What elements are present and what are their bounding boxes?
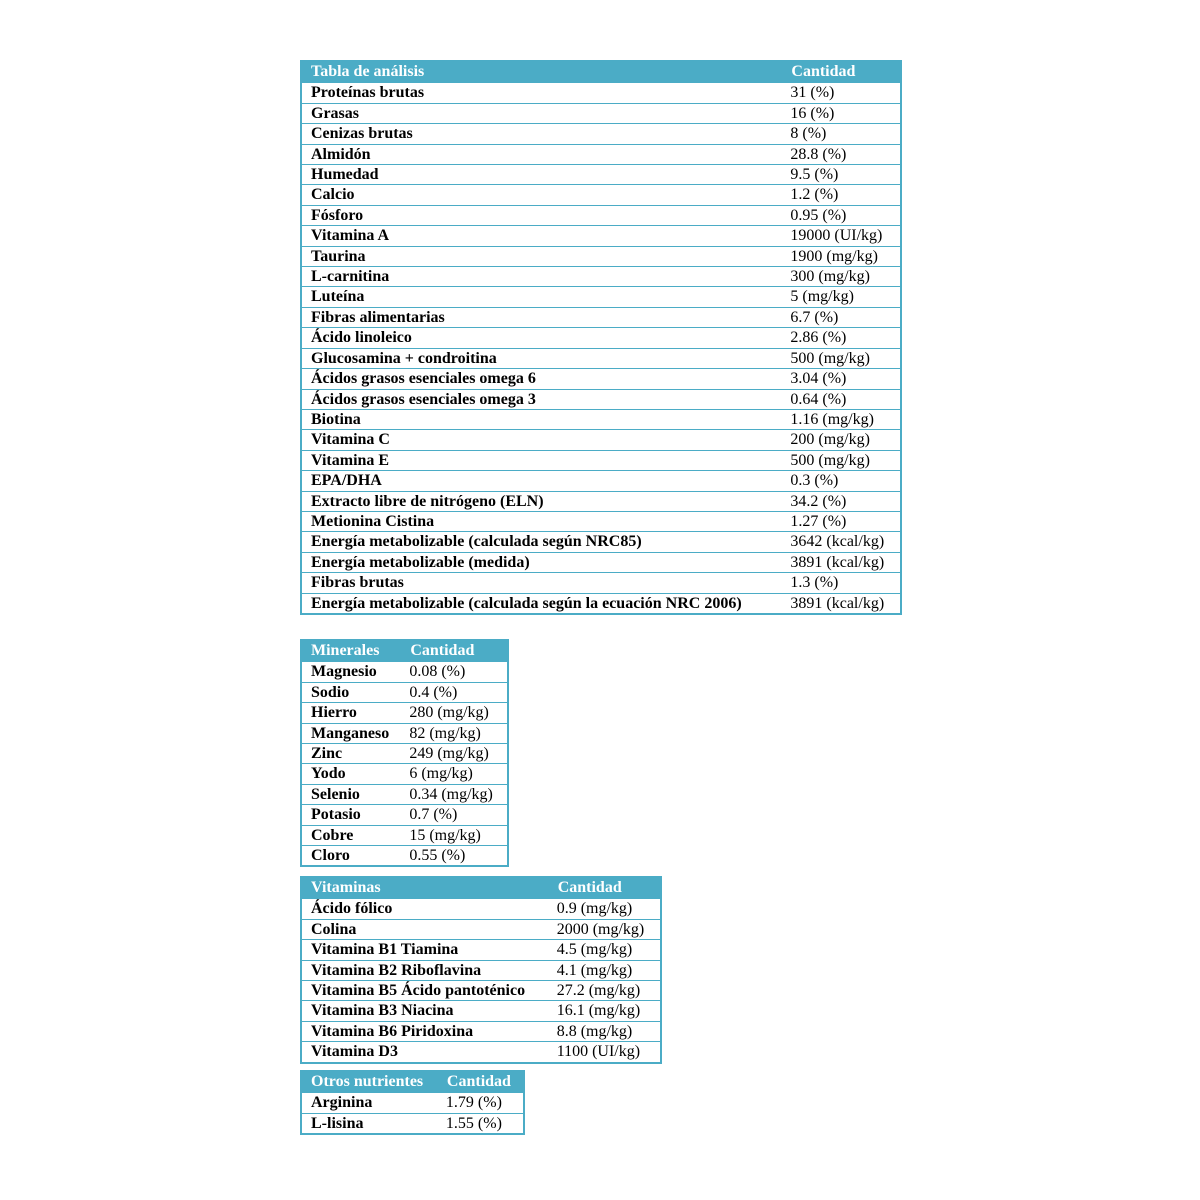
nutrient-name: Taurina bbox=[301, 246, 781, 266]
nutrient-name: Energía metabolizable (calculada según NRC85) bbox=[301, 532, 781, 552]
nutrient-name: Energía metabolizable (medida) bbox=[301, 552, 781, 572]
nutrient-name: Hierro bbox=[301, 703, 400, 723]
nutrient-name: L-carnitina bbox=[301, 267, 781, 287]
header-nutrient: Minerales bbox=[301, 640, 400, 661]
nutrient-quantity: 1.16 (mg/kg) bbox=[781, 409, 901, 429]
nutrient-quantity: 0.55 (%) bbox=[400, 846, 508, 867]
table-row bbox=[301, 246, 901, 266]
nutrient-quantity: 4.1 (mg/kg) bbox=[548, 960, 661, 980]
header-nutrient: Otros nutrientes bbox=[301, 1071, 437, 1092]
table-row bbox=[301, 764, 508, 784]
nutrient-quantity: 1.2 (%) bbox=[781, 185, 901, 205]
other-nutrients-table bbox=[300, 1070, 525, 1135]
nutrient-name: Ácido linoleico bbox=[301, 328, 781, 348]
nutrient-name: Calcio bbox=[301, 185, 781, 205]
nutrient-quantity: 3.04 (%) bbox=[781, 369, 901, 389]
nutrient-name: Vitamina B2 Riboflavina bbox=[301, 960, 548, 980]
nutrient-quantity: 3642 (kcal/kg) bbox=[781, 532, 901, 552]
table-row bbox=[301, 981, 661, 1001]
table-row bbox=[301, 573, 901, 593]
table-row bbox=[301, 103, 901, 123]
nutrient-name: Vitamina B6 Piridoxina bbox=[301, 1021, 548, 1041]
nutrient-name: Fósforo bbox=[301, 205, 781, 225]
nutrient-name: L-lisina bbox=[301, 1113, 437, 1134]
nutrient-quantity: 200 (mg/kg) bbox=[781, 430, 901, 450]
nutrient-name: Proteínas brutas bbox=[301, 82, 781, 103]
nutrient-name: Ácido fólico bbox=[301, 898, 548, 919]
table-row bbox=[301, 593, 901, 614]
nutrient-name: Arginina bbox=[301, 1092, 437, 1113]
nutrient-name: Cobre bbox=[301, 825, 400, 845]
nutrient-name: Biotina bbox=[301, 409, 781, 429]
nutrient-quantity: 19000 (UI/kg) bbox=[781, 226, 901, 246]
nutrient-name: Energía metabolizable (calculada según la ecuación NRC 2006) bbox=[301, 593, 781, 614]
nutrient-name: Glucosamina + condroitina bbox=[301, 348, 781, 368]
nutrient-quantity: 8 (%) bbox=[781, 124, 901, 144]
table-row bbox=[301, 511, 901, 531]
table-row bbox=[301, 409, 901, 429]
table-row bbox=[301, 1092, 524, 1113]
nutrient-name: Ácidos grasos esenciales omega 6 bbox=[301, 369, 781, 389]
nutrient-quantity: 300 (mg/kg) bbox=[781, 267, 901, 287]
nutrient-quantity: 16 (%) bbox=[781, 103, 901, 123]
header-quantity: Cantidad bbox=[781, 61, 901, 82]
nutrient-quantity: 8.8 (mg/kg) bbox=[548, 1021, 661, 1041]
table-row bbox=[301, 940, 661, 960]
vitamins-table bbox=[300, 876, 662, 1064]
analysis-table bbox=[300, 60, 902, 615]
nutrient-name: Metionina Cistina bbox=[301, 511, 781, 531]
nutrient-quantity: 500 (mg/kg) bbox=[781, 348, 901, 368]
table-row bbox=[301, 144, 901, 164]
table-row bbox=[301, 682, 508, 702]
nutrient-name: Potasio bbox=[301, 805, 400, 825]
nutrient-quantity: 16.1 (mg/kg) bbox=[548, 1001, 661, 1021]
table-row bbox=[301, 124, 901, 144]
nutrient-quantity: 27.2 (mg/kg) bbox=[548, 981, 661, 1001]
table-row bbox=[301, 267, 901, 287]
nutrient-quantity: 0.9 (mg/kg) bbox=[548, 898, 661, 919]
nutrient-name: Vitamina D3 bbox=[301, 1042, 548, 1063]
nutrient-quantity: 1.3 (%) bbox=[781, 573, 901, 593]
nutrient-quantity: 0.4 (%) bbox=[400, 682, 508, 702]
nutrient-name: Vitamina B1 Tiamina bbox=[301, 940, 548, 960]
minerals-table bbox=[300, 639, 509, 867]
nutrient-quantity: 5 (mg/kg) bbox=[781, 287, 901, 307]
nutrient-name: Vitamina B3 Niacina bbox=[301, 1001, 548, 1021]
table-row bbox=[301, 703, 508, 723]
nutrient-name: Cenizas brutas bbox=[301, 124, 781, 144]
nutrient-quantity: 500 (mg/kg) bbox=[781, 450, 901, 470]
nutrient-name: Cloro bbox=[301, 846, 400, 867]
nutrient-quantity: 0.7 (%) bbox=[400, 805, 508, 825]
nutrient-quantity: 6 (mg/kg) bbox=[400, 764, 508, 784]
nutrient-quantity: 0.3 (%) bbox=[781, 471, 901, 491]
nutrient-name: Magnesio bbox=[301, 661, 400, 682]
table-row bbox=[301, 744, 508, 764]
table-row bbox=[301, 430, 901, 450]
nutrient-name: Vitamina A bbox=[301, 226, 781, 246]
nutrient-quantity: 15 (mg/kg) bbox=[400, 825, 508, 845]
table-row bbox=[301, 532, 901, 552]
nutrient-name: EPA/DHA bbox=[301, 471, 781, 491]
nutrient-quantity: 2000 (mg/kg) bbox=[548, 919, 661, 939]
nutrient-name: Yodo bbox=[301, 764, 400, 784]
table-row bbox=[301, 1021, 661, 1041]
header-nutrient: Vitaminas bbox=[301, 877, 548, 898]
table-row bbox=[301, 723, 508, 743]
table-row bbox=[301, 1042, 661, 1063]
table-row bbox=[301, 205, 901, 225]
table-row bbox=[301, 287, 901, 307]
table-row bbox=[301, 552, 901, 572]
table-row bbox=[301, 1001, 661, 1021]
nutrient-name: Manganeso bbox=[301, 723, 400, 743]
table-row bbox=[301, 165, 901, 185]
nutrient-name: Extracto libre de nitrógeno (ELN) bbox=[301, 491, 781, 511]
nutrient-name: Vitamina C bbox=[301, 430, 781, 450]
table-header-row bbox=[301, 1071, 524, 1092]
table-header-row bbox=[301, 61, 901, 82]
nutrient-quantity: 28.8 (%) bbox=[781, 144, 901, 164]
nutrient-quantity: 4.5 (mg/kg) bbox=[548, 940, 661, 960]
nutrient-quantity: 0.64 (%) bbox=[781, 389, 901, 409]
nutrient-quantity: 34.2 (%) bbox=[781, 491, 901, 511]
table-row bbox=[301, 491, 901, 511]
nutrient-name: Colina bbox=[301, 919, 548, 939]
nutrient-name: Grasas bbox=[301, 103, 781, 123]
nutrient-quantity: 0.08 (%) bbox=[400, 661, 508, 682]
table-row bbox=[301, 960, 661, 980]
nutrient-name: Almidón bbox=[301, 144, 781, 164]
header-quantity: Cantidad bbox=[437, 1071, 524, 1092]
nutrient-quantity: 1.27 (%) bbox=[781, 511, 901, 531]
table-row bbox=[301, 348, 901, 368]
nutrient-name: Vitamina B5 Ácido pantoténico bbox=[301, 981, 548, 1001]
table-row bbox=[301, 328, 901, 348]
header-quantity: Cantidad bbox=[548, 877, 661, 898]
nutrient-quantity: 2.86 (%) bbox=[781, 328, 901, 348]
table-row bbox=[301, 805, 508, 825]
table-row bbox=[301, 471, 901, 491]
nutrient-name: Zinc bbox=[301, 744, 400, 764]
table-row bbox=[301, 1113, 524, 1134]
nutrient-quantity: 1.79 (%) bbox=[437, 1092, 524, 1113]
table-row bbox=[301, 919, 661, 939]
table-row bbox=[301, 82, 901, 103]
nutrient-quantity: 9.5 (%) bbox=[781, 165, 901, 185]
nutrient-name: Fibras brutas bbox=[301, 573, 781, 593]
table-row bbox=[301, 185, 901, 205]
nutrient-quantity: 3891 (kcal/kg) bbox=[781, 593, 901, 614]
nutrient-quantity: 3891 (kcal/kg) bbox=[781, 552, 901, 572]
nutrient-name: Ácidos grasos esenciales omega 3 bbox=[301, 389, 781, 409]
table-row bbox=[301, 784, 508, 804]
nutrient-quantity: 280 (mg/kg) bbox=[400, 703, 508, 723]
table-header-row bbox=[301, 877, 661, 898]
table-row bbox=[301, 226, 901, 246]
nutrient-quantity: 249 (mg/kg) bbox=[400, 744, 508, 764]
nutrient-quantity: 1.55 (%) bbox=[437, 1113, 524, 1134]
table-row bbox=[301, 846, 508, 867]
table-header-row bbox=[301, 640, 508, 661]
table-row bbox=[301, 825, 508, 845]
table-row bbox=[301, 450, 901, 470]
nutrient-quantity: 1100 (UI/kg) bbox=[548, 1042, 661, 1063]
nutrient-name: Fibras alimentarias bbox=[301, 307, 781, 327]
nutrient-quantity: 1900 (mg/kg) bbox=[781, 246, 901, 266]
nutrient-name: Vitamina E bbox=[301, 450, 781, 470]
nutrient-name: Humedad bbox=[301, 165, 781, 185]
nutrient-name: Luteína bbox=[301, 287, 781, 307]
header-quantity: Cantidad bbox=[400, 640, 508, 661]
table-row bbox=[301, 898, 661, 919]
table-row bbox=[301, 661, 508, 682]
nutrient-quantity: 0.95 (%) bbox=[781, 205, 901, 225]
nutrient-quantity: 0.34 (mg/kg) bbox=[400, 784, 508, 804]
header-nutrient: Tabla de análisis bbox=[301, 61, 781, 82]
table-row bbox=[301, 389, 901, 409]
nutrient-name: Selenio bbox=[301, 784, 400, 804]
nutrient-quantity: 6.7 (%) bbox=[781, 307, 901, 327]
table-row bbox=[301, 369, 901, 389]
nutrient-quantity: 31 (%) bbox=[781, 82, 901, 103]
table-row bbox=[301, 307, 901, 327]
nutrient-quantity: 82 (mg/kg) bbox=[400, 723, 508, 743]
nutrient-name: Sodio bbox=[301, 682, 400, 702]
